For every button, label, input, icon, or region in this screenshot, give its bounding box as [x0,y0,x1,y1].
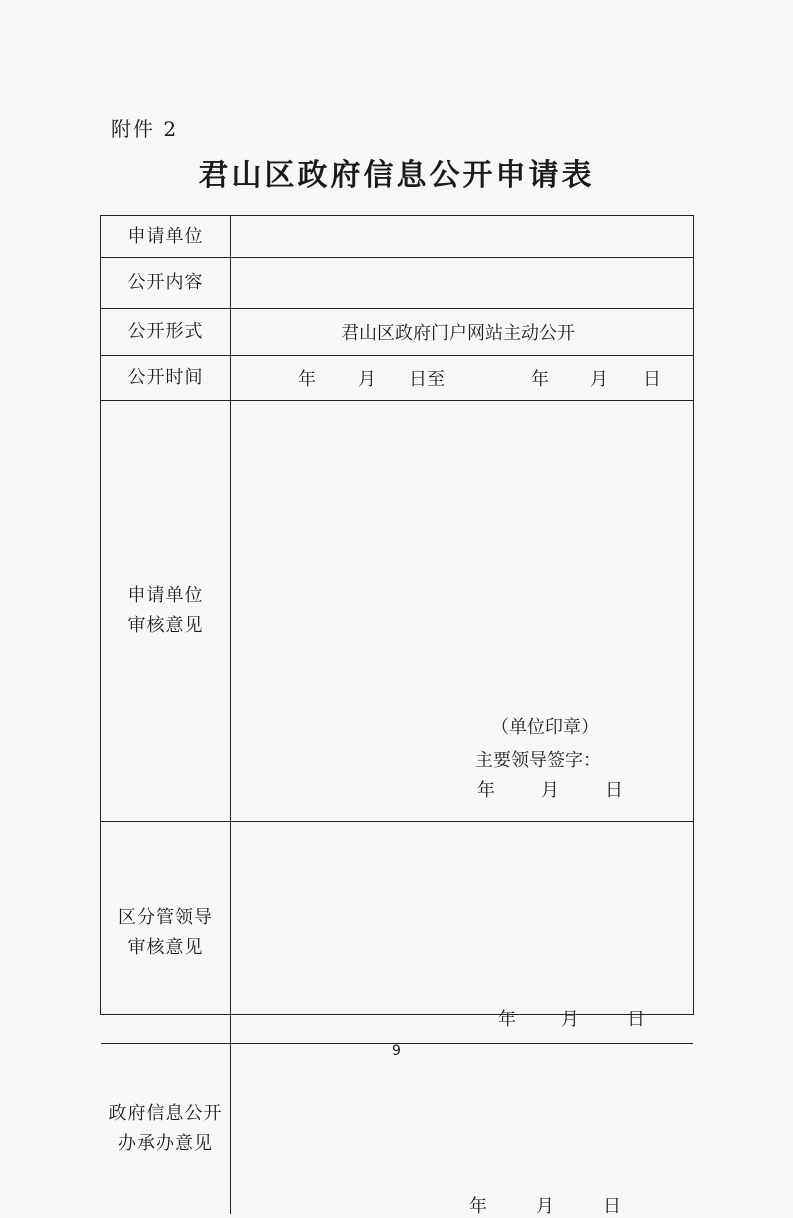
field-gov-office[interactable] [231,1044,693,1217]
leader-signature-label: 主要领导签字： [475,750,601,771]
row-gov-office [101,1044,693,1217]
time-year-1: 年 [298,369,316,390]
page-number: 9 [392,1043,401,1059]
label-form: 公开形式 [101,309,231,355]
field-form[interactable] [231,309,693,355]
row-content [101,258,693,309]
time-day-to: 日至 [409,369,445,390]
district-leader-month: 月 [561,1009,579,1030]
gov-office-day: 日 [603,1196,621,1217]
field-content[interactable] [231,258,693,308]
row-unit-review [101,401,693,822]
unit-seal: （单位印章） [491,717,599,738]
form-value: 君山区政府门户网站主动公开 [341,323,575,344]
row-form [101,309,693,356]
field-district-leader[interactable] [231,822,693,1043]
attachment-label: 附件 2 [111,117,179,141]
unit-review-month: 月 [541,780,559,801]
page-title: 君山区政府信息公开申请表 [198,158,595,193]
field-applicant-unit[interactable] [231,216,693,257]
unit-review-year: 年 [477,780,495,801]
time-month-1: 月 [358,369,376,390]
time-day-2: 日 [643,369,661,390]
row-time [101,356,693,401]
label-applicant-unit: 申请单位 [101,216,231,257]
district-leader-year: 年 [498,1009,516,1030]
label-content: 公开内容 [101,258,231,308]
row-district-leader [101,822,693,1044]
field-unit-review[interactable] [231,401,693,821]
unit-review-day: 日 [605,780,623,801]
label-gov-office: 政府信息公开 办承办意见 [101,1044,231,1214]
gov-office-year: 年 [469,1196,487,1217]
gov-office-month: 月 [536,1196,554,1217]
field-time[interactable] [231,356,693,400]
time-month-2: 月 [590,369,608,390]
label-unit-review: 申请单位 审核意见 [101,401,231,821]
label-district-leader: 区分管领导 审核意见 [101,822,231,1043]
label-time: 公开时间 [101,356,231,400]
row-applicant-unit [101,216,693,258]
district-leader-day: 日 [627,1009,645,1030]
application-form-table [100,215,694,1217]
time-year-2: 年 [531,369,549,390]
